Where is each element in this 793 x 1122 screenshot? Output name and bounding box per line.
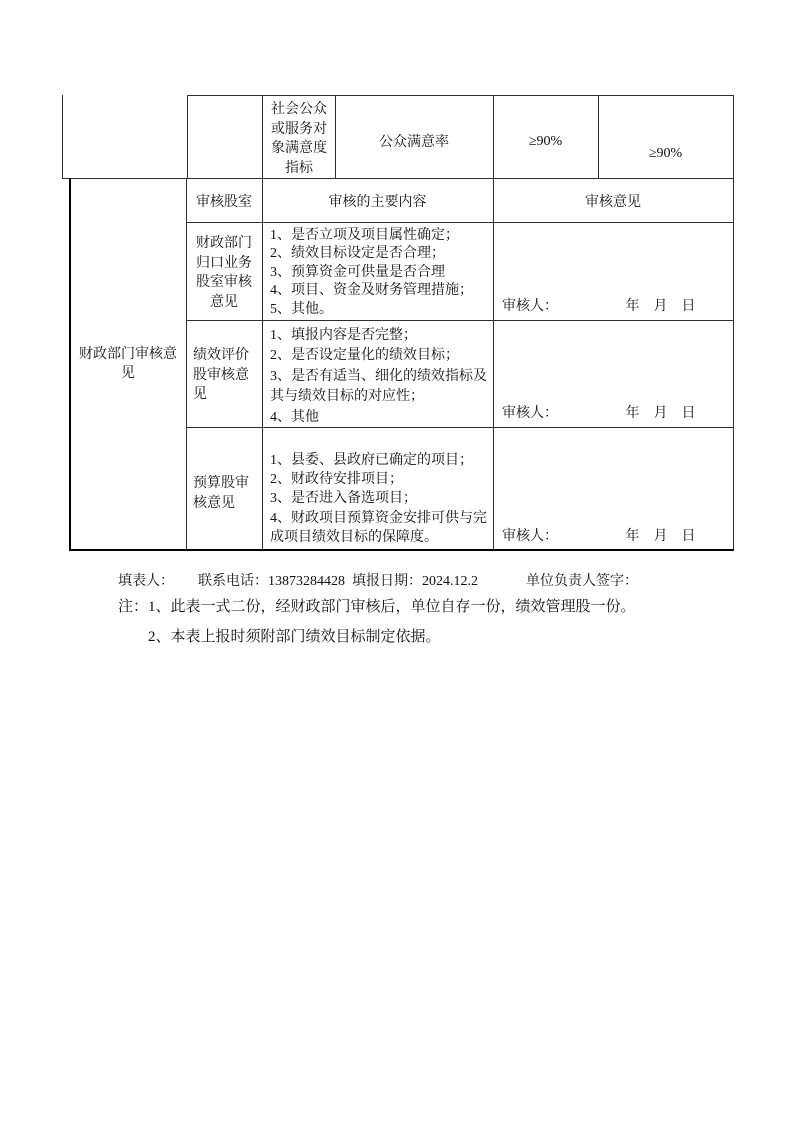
review-table-row-line-2 <box>186 320 733 321</box>
satisfaction-category-cell: 社会公众或服务对象满意度指标 <box>271 102 327 176</box>
col-header-office: 审核股室 <box>196 195 252 210</box>
contact-field <box>198 570 345 590</box>
review-table-col-line-3 <box>493 178 494 551</box>
top-table-left-border <box>62 95 63 178</box>
note-line-2 <box>148 625 441 646</box>
top-table-top-border <box>187 95 734 96</box>
note-1-text: 1、此表一式二份，经财政部门审核后，单位自存一份，绩效管理股一份。 <box>148 599 636 615</box>
satisfaction-target-value-cell: ≥90% <box>528 134 563 149</box>
review-row-content-list <box>270 326 490 428</box>
list-item: 2、财政待安排项目； <box>270 472 403 488</box>
top-table-right-border <box>733 95 734 178</box>
list-item: 5、其他。 <box>270 301 333 317</box>
date-placeholder: 年 月 日 <box>625 406 696 421</box>
contact-value: 13873284428 <box>268 574 345 589</box>
list-item: 3、预算资金可供量是否合理 <box>270 264 445 280</box>
list-item: 1、是否立项及项目属性确定； <box>270 228 459 243</box>
top-table-col-line-5 <box>598 95 599 178</box>
list-item: 2、是否设定量化的绩效目标； <box>270 348 459 364</box>
note-2-text: 2、本表上报时须附部门绩效目标制定依据。 <box>148 629 441 645</box>
top-table-col-line-1 <box>187 95 188 178</box>
contact-label: 联系电话： <box>198 574 268 589</box>
list-item: 1、县委、县政府已确定的项目； <box>270 453 473 468</box>
report-date-value: 2024.12.2 <box>422 574 478 589</box>
report-date-field <box>352 570 478 590</box>
satisfaction-annual-value-cell: ≥90% <box>648 146 683 161</box>
date-placeholder: 年 月 日 <box>625 529 696 544</box>
report-date-label: 填报日期： <box>352 574 422 589</box>
date-placeholder: 年 月 日 <box>625 299 696 314</box>
review-row-office: 绩效评价股审核意见 <box>193 348 249 402</box>
review-row-office: 预算股审核意见 <box>193 476 249 511</box>
list-item: 4、项目、资金及财务管理措施； <box>270 283 473 299</box>
review-row-office: 财政部门归口业务股室审核意见 <box>196 236 252 310</box>
review-table-row-line-1 <box>186 222 733 223</box>
review-row-content-list <box>270 227 488 319</box>
review-group-label: 财政部门审核意见 <box>79 347 177 381</box>
satisfaction-indicator-cell: 公众满意率 <box>379 135 449 150</box>
reviewer-label: 审核人： <box>502 529 558 544</box>
note-prefix: 注： <box>118 599 149 615</box>
reviewer-label: 审核人： <box>502 299 558 314</box>
col-header-content: 审核的主要内容 <box>328 195 427 210</box>
top-table-col-line-2 <box>262 95 263 178</box>
review-table-col-line-2 <box>262 178 263 551</box>
list-item: 3、是否进入备选项目； <box>270 491 417 507</box>
list-item: 1、填报内容是否完整； <box>270 328 417 343</box>
col-header-opinion: 审核意见 <box>585 195 641 210</box>
signer-label: 单位负责人签字： <box>526 574 638 589</box>
review-table-right-border <box>733 178 734 551</box>
list-item: 3、是否有适当、细化的绩效指标及其与绩效目标的对应性； <box>270 368 487 405</box>
list-item: 4、其他 <box>270 409 319 425</box>
review-table-col-line-1 <box>186 178 187 551</box>
top-table-bottom-border <box>62 178 734 179</box>
review-table-bottom-border <box>69 549 734 551</box>
reviewer-label: 审核人： <box>502 406 558 421</box>
review-row-content-list <box>270 451 490 547</box>
list-item: 2、绩效目标设定是否合理； <box>270 246 445 262</box>
list-item: 4、财政项目预算资金安排可供与完成项目绩效目标的保障度。 <box>270 510 487 545</box>
filled-by-label: 填表人： <box>118 574 174 589</box>
note-line-1 <box>118 595 636 616</box>
review-table-left-border <box>69 178 71 551</box>
